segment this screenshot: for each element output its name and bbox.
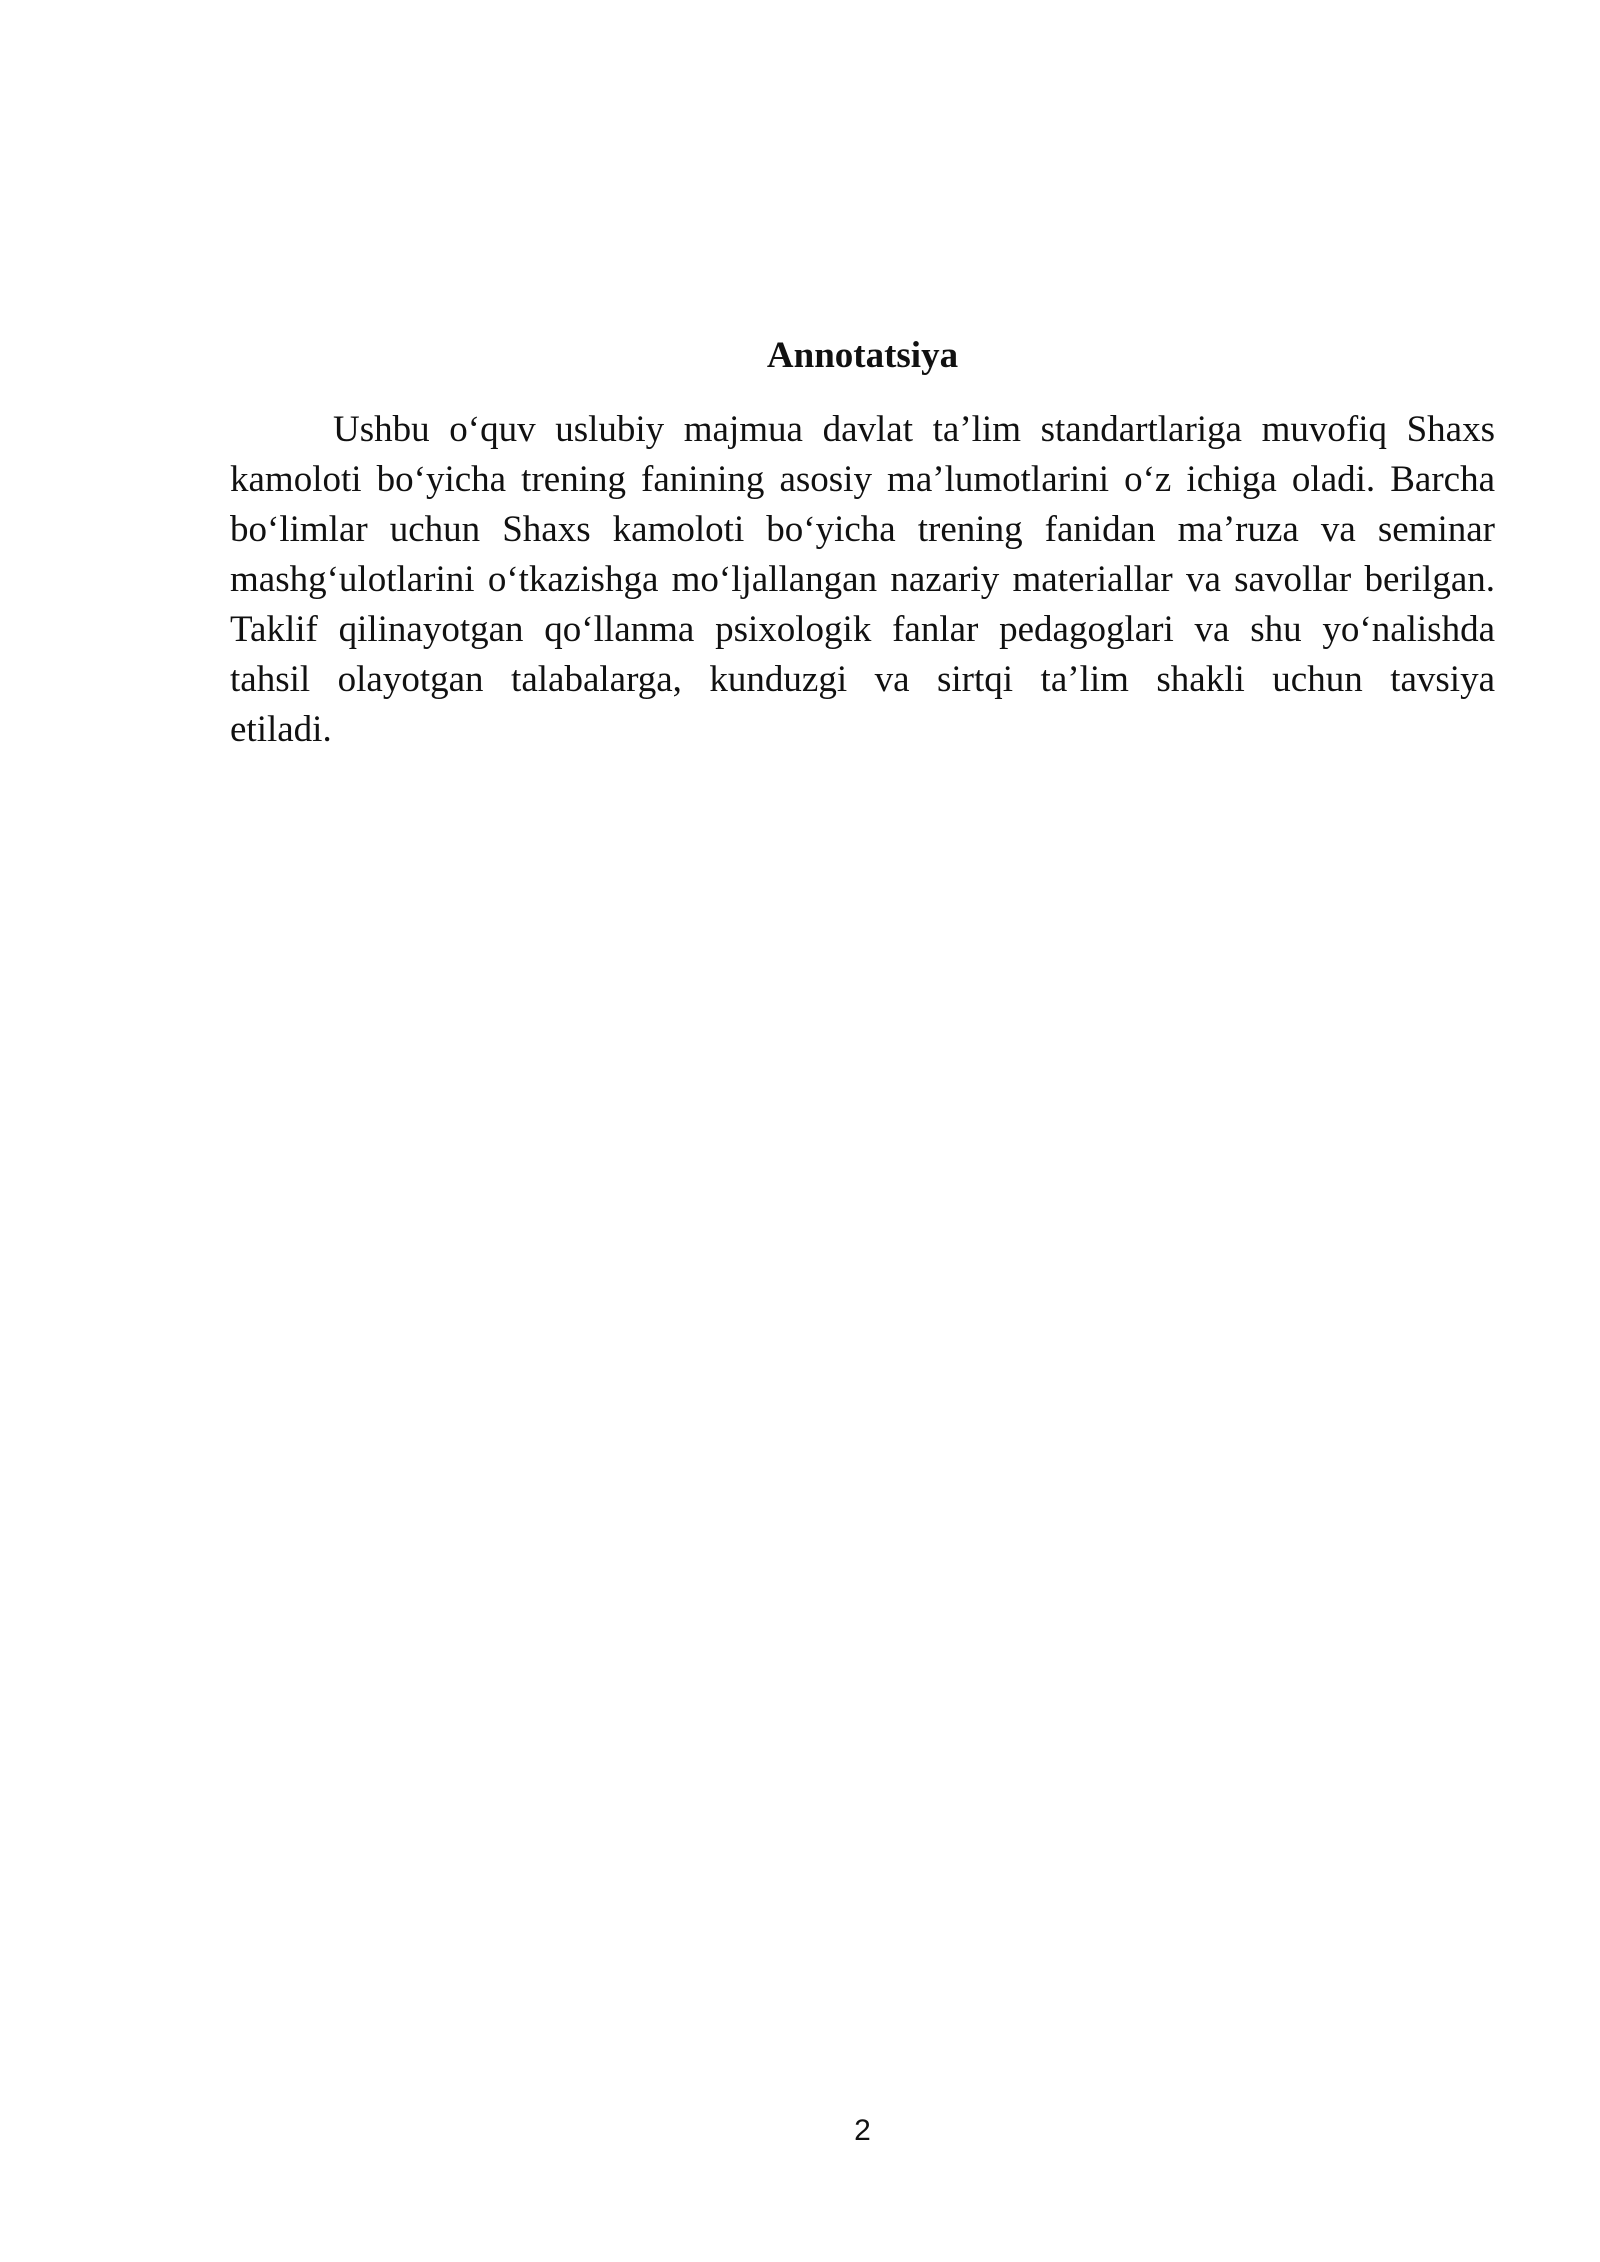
annotation-paragraph: [230, 405, 1495, 755]
paragraph-line: bo‘limlar uchun Shaxs kamoloti bo‘yicha trening fanidan ma’ruza va seminar: [230, 509, 1495, 550]
annotation-title: Annotatsiya: [766, 335, 959, 376]
page-number: 2: [854, 2114, 871, 2147]
paragraph-line: kamoloti bo‘yicha trening fanining asosiy ma’lumotlarini o‘z ichiga oladi. Barcha: [230, 459, 1495, 500]
paragraph-line: etiladi.: [230, 709, 332, 750]
paragraph-line: tahsil olayotgan talabalarga, kunduzgi va sirtqi ta’lim shakli uchun tavsiya: [230, 659, 1495, 700]
paragraph-line: Taklif qilinayotgan qo‘llanma psixologik fanlar pedagoglari va shu yo‘nalishda: [230, 609, 1495, 650]
paragraph-line: Ushbu o‘quv uslubiy majmua davlat ta’lim standartlariga muvofiq Shaxs: [333, 409, 1495, 450]
paragraph-line: mashg‘ulotlarini o‘tkazishga mo‘ljallangan nazariy materiallar va savollar berilgan.: [230, 559, 1495, 600]
